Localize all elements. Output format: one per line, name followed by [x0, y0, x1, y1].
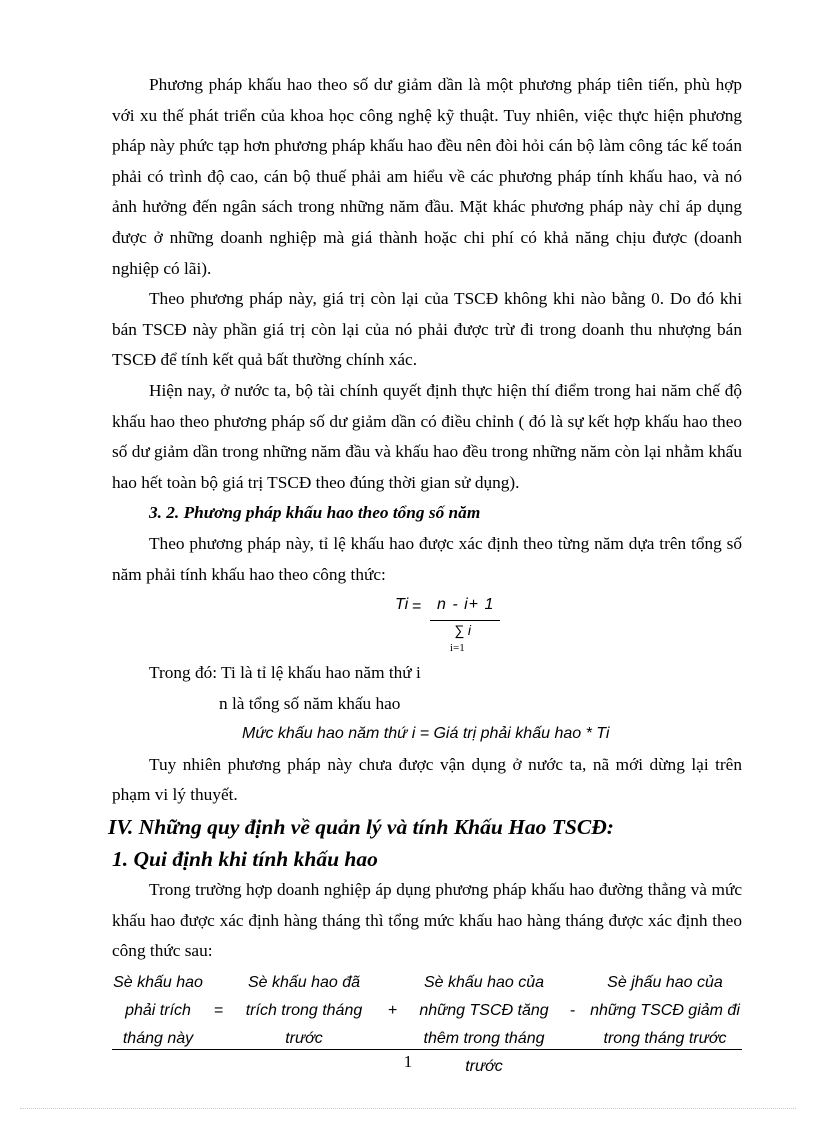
equation-equals: =: [214, 1001, 224, 1019]
formula-sum-index: i=1: [450, 642, 465, 655]
footer-rule: [112, 1049, 742, 1050]
document-body: [108, 70, 742, 1087]
equation-plus: +: [388, 1001, 398, 1019]
equation-term-previous: Sè khấu hao đã trích trong tháng trước: [245, 973, 363, 1047]
equation-term-increase: Sè khấu hao của những TSCĐ tăng thêm trong tháng trước: [419, 973, 549, 1075]
paragraph: Phương pháp khấu hao theo số dư giảm dần là một phương pháp tiên tiến, phù hợp với xu thế phát triển của khoa học công nghệ kỹ thuật. Tuy nhiên, việc thực hiện phương pháp này phức tạp hơn phương pháp khấu hao đều nên đòi hỏi cán bộ làm công tác kế toán phải có trình độ cao, cán bộ thuế phải am hiểu về các phương pháp tính khấu hao, và nó ảnh hưởng đến ngân sách trong những năm đầu. Mặt khác phương pháp này chỉ áp dụng được ở những doanh nghiệp mà giá thành hoặc chi phí có khả năng chịu được (doanh nghiệp có lãi).: [112, 75, 742, 278]
formula-lhs: Ti: [395, 596, 409, 614]
definition-formula: Mức khấu hao năm thứ i = Giá trị phải khấu hao * Ti: [242, 725, 610, 743]
depreciation-rate-formula: [112, 590, 742, 658]
equation-term-current: Sè khấu hao phải trích tháng này: [113, 973, 203, 1047]
section-heading-3-2: 3. 2. Phương pháp khấu hao theo tổng số năm: [149, 503, 481, 523]
paragraph: Trong trường hợp doanh nghiệp áp dụng phương pháp khấu hao đường thẳng và mức khấu hao được xác định hàng tháng thì tổng mức khấu hao hàng tháng được xác định theo công thức sau:: [112, 880, 742, 961]
equation-term-decrease: Sè jhấu hao của những TSCĐ giảm đi trong tháng trước: [590, 973, 740, 1047]
subsection-heading-1: 1. Qui định khi tính khấu hao: [112, 847, 378, 872]
definition-line: Trong đó: Ti là tỉ lệ khấu hao năm thứ i: [149, 663, 421, 683]
section-heading-iv: IV. Những quy định về quản lý và tính Khấu Hao TSCĐ:: [108, 815, 614, 840]
fraction-bar: [430, 620, 500, 621]
page-number: 1: [403, 1052, 413, 1071]
formula-numerator: n - i+ 1: [437, 596, 495, 614]
paragraph: Tuy nhiên phương pháp này chưa được vận dụng ở nước ta, nã mới dừng lại trên phạm vi lý thuyết.: [112, 754, 742, 805]
formula-denominator: ∑ i: [454, 622, 471, 639]
paragraph: Theo phương pháp này, tỉ lệ khấu hao được xác định theo từng năm dựa trên tổng số năm phải tính khấu hao theo công thức:: [112, 533, 742, 584]
page-edge-divider: [20, 1108, 796, 1109]
equation-minus: -: [570, 1001, 576, 1019]
definition-line: n là tổng số năm khấu hao: [219, 693, 401, 713]
paragraph: Hiện nay, ở nước ta, bộ tài chính quyết định thực hiện thí điểm trong hai năm chế độ khấu hao theo phương pháp số dư giảm dần có điều chỉnh ( đó là sự kết hợp khấu hao theo số dư giảm dần trong những năm đầu và khấu hao đều trong những năm còn lại nhằm khấu hao hết toàn bộ giá trị TSCĐ theo đúng thời gian sử dụng).: [112, 380, 742, 492]
paragraph: Theo phương pháp này, giá trị còn lại của TSCĐ không khi nào bằng 0. Do đó khi bán TSCĐ này phần giá trị còn lại của nó phải được trừ đi trong doanh thu nhượng bán TSCĐ để tính kết quả bất thường chính xác.: [112, 289, 742, 370]
formula-equals: =: [412, 598, 422, 616]
